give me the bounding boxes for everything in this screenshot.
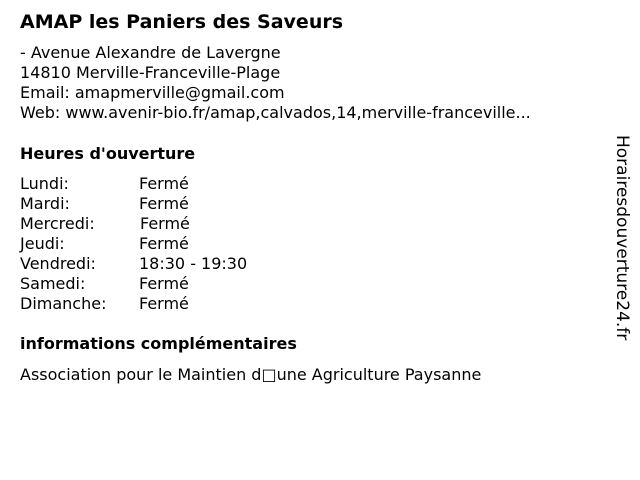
opening-hours-heading: Heures d'ouverture [20,144,196,163]
hours-row-monday [20,174,320,194]
hours-row-thursday [20,234,320,254]
email-line: Email: amapmerville@gmail.com [20,83,285,102]
additional-info-heading: informations complémentaires [20,334,297,353]
additional-info-text: Association pour le Maintien d□une Agriculture Paysanne [20,365,482,384]
day-label: Samedi: [20,274,86,293]
hours-row-tuesday [20,194,320,214]
day-label: Jeudi: [20,234,65,253]
day-label: Mercredi: [20,214,95,233]
day-label: Dimanche: [20,294,107,313]
address-block [20,43,531,123]
city-address: 14810 Merville-Franceville-Plage [20,63,281,82]
hours-row-saturday [20,274,320,294]
hours-value: Fermé [139,194,189,213]
business-name: AMAP les Paniers des Saveurs [20,11,344,33]
hours-row-wednesday [20,214,320,234]
opening-hours-table [20,174,320,314]
hours-row-sunday [20,294,320,314]
hours-value: Fermé [139,234,189,253]
hours-row-friday [20,254,320,274]
hours-value: Fermé [139,174,189,193]
hours-value: Fermé [139,274,189,293]
site-watermark: Horairesdouverture24.fr [612,135,632,341]
hours-value: Fermé [140,214,190,233]
hours-value: 18:30 - 19:30 [139,254,248,273]
day-label: Mardi: [20,194,70,213]
day-label: Vendredi: [20,254,96,273]
street-address: - Avenue Alexandre de Lavergne [20,43,281,62]
website-line: Web: www.avenir-bio.fr/amap,calvados,14,merville-franceville... [20,103,531,122]
day-label: Lundi: [20,174,69,193]
hours-value: Fermé [139,294,189,313]
